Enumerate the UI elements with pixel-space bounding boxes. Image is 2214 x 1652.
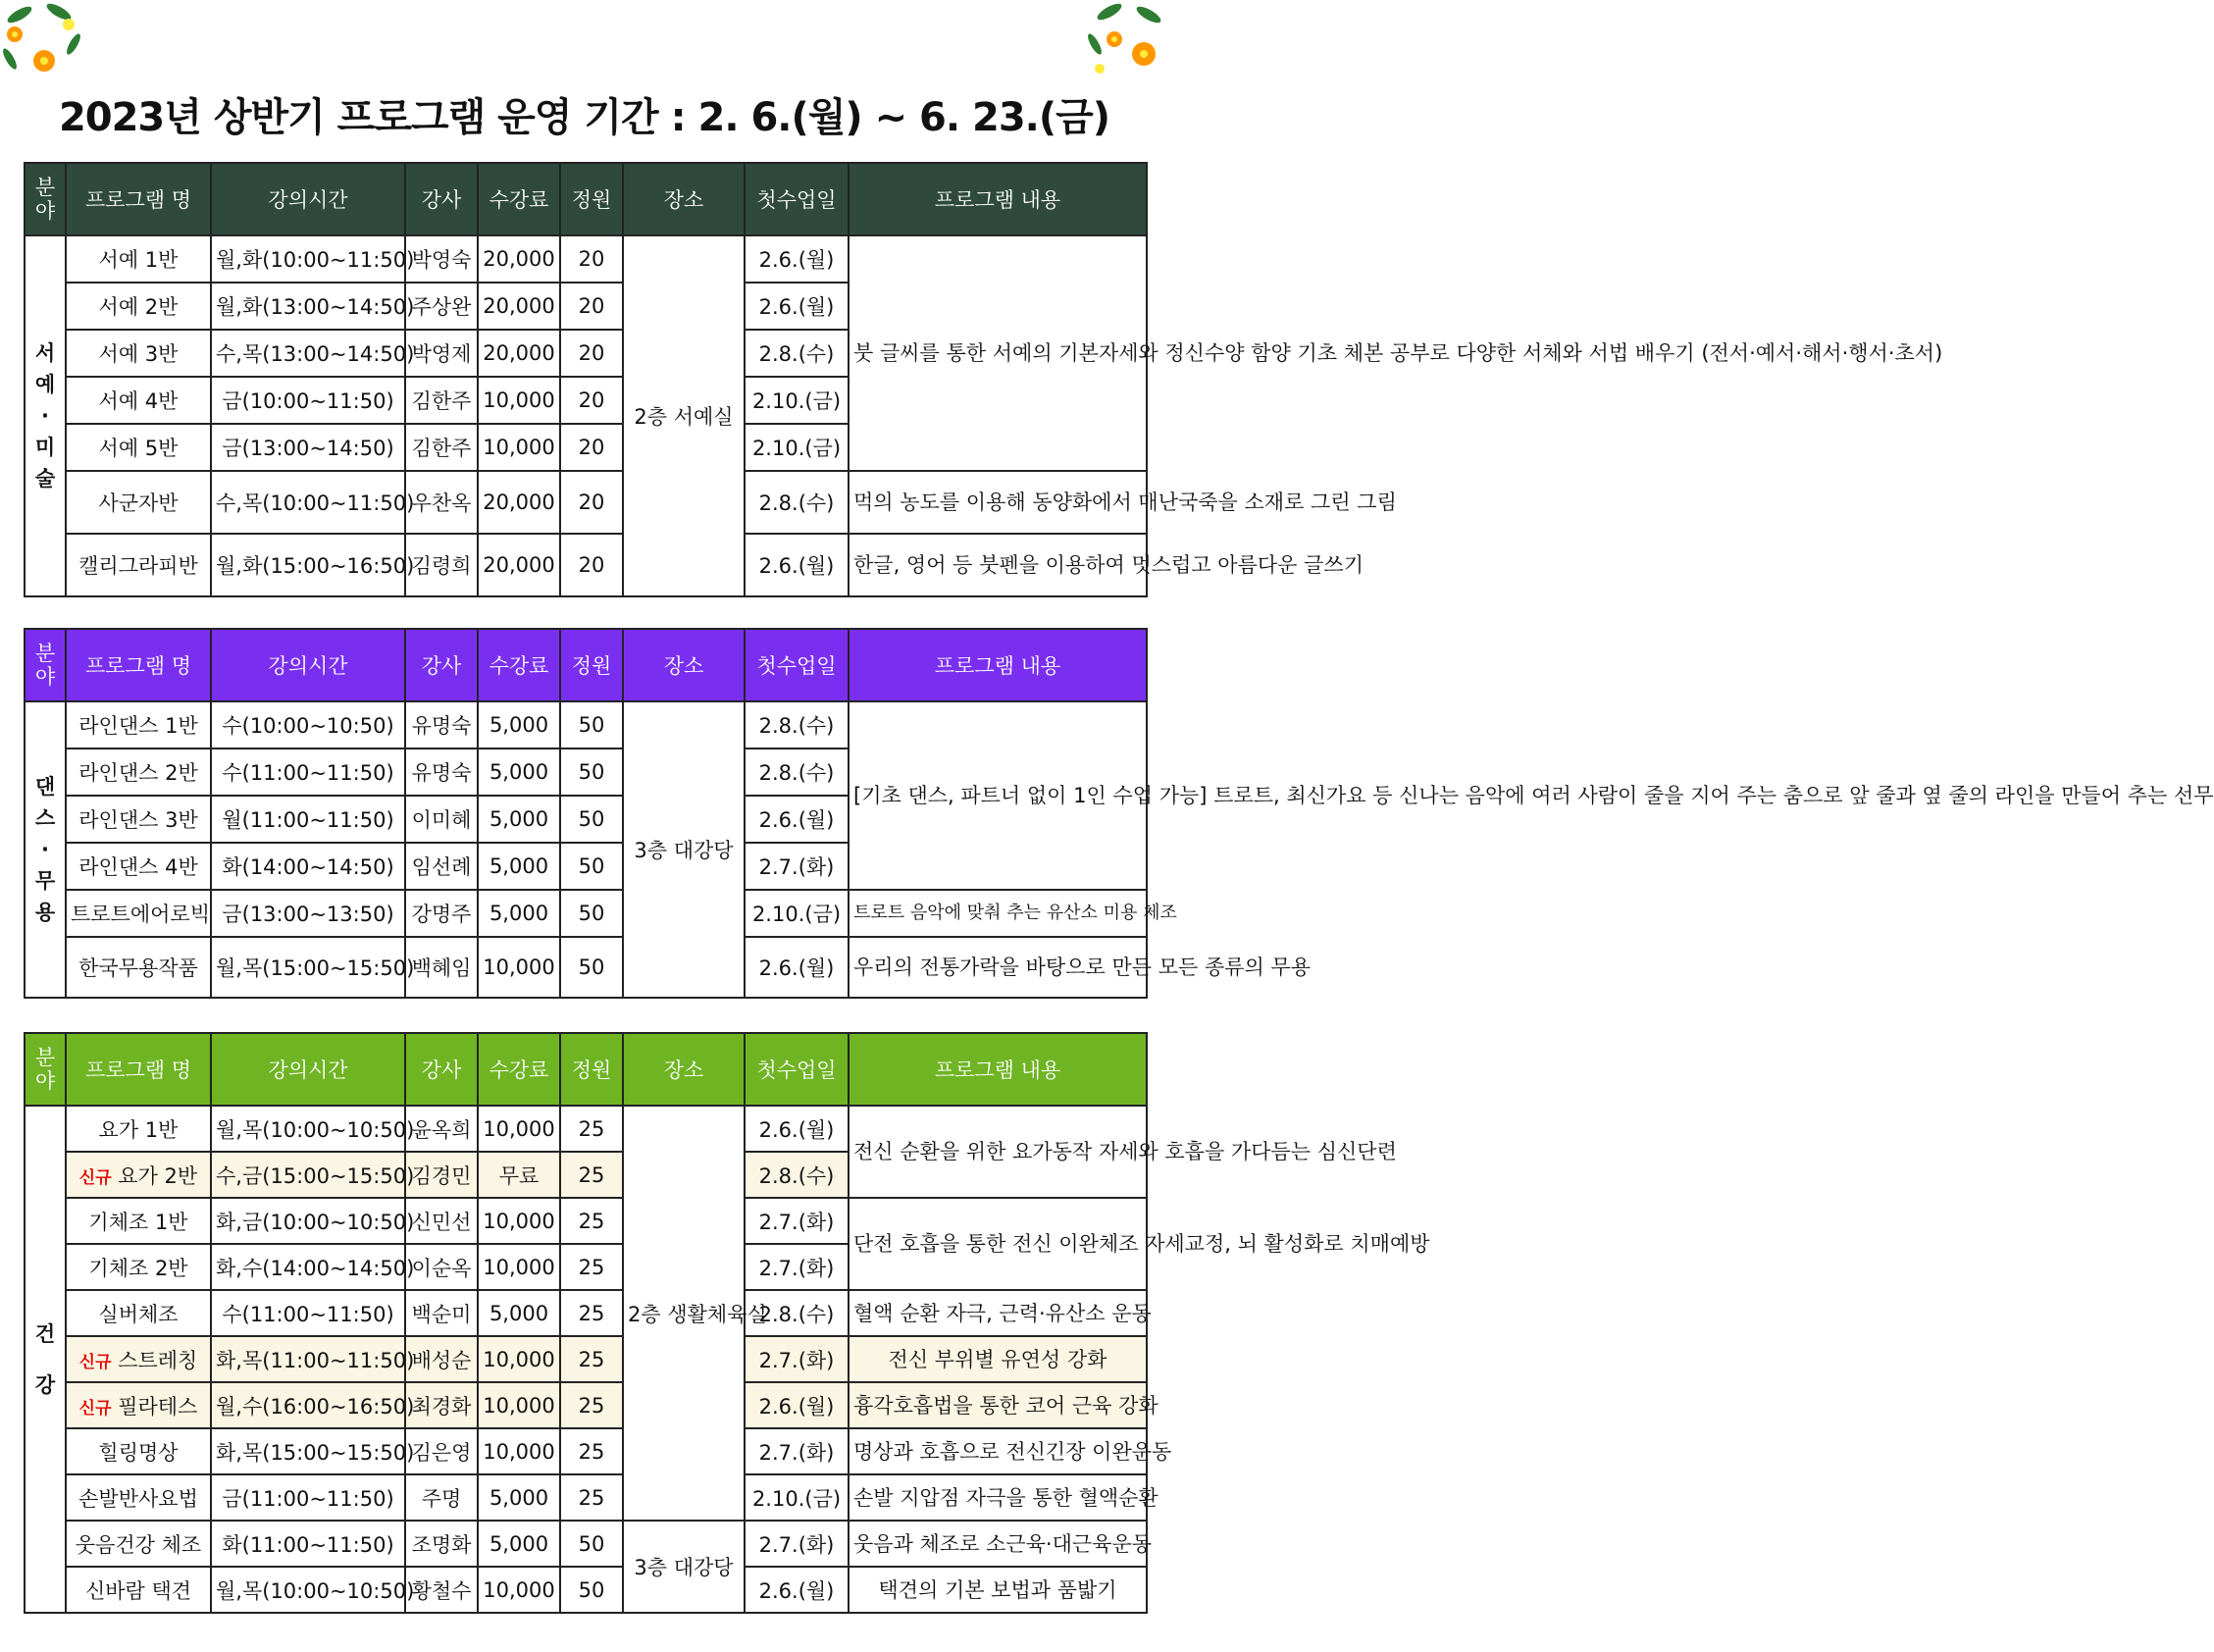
capacity: 50 [560,796,623,843]
fee: 10,000 [478,424,560,471]
first-class-date: 2.7.(화) [745,843,849,890]
teacher: 김한주 [405,377,478,424]
capacity: 25 [560,1474,623,1521]
capacity: 25 [560,1244,623,1290]
class-time: 수,금(15:00~15:50) [211,1152,405,1198]
program-name: 캘리그라피반 [66,534,211,596]
header-capacity: 정원 [560,629,623,701]
header-teacher: 강사 [405,1033,478,1106]
program-name: 사군자반 [66,471,211,534]
first-class-date: 2.6.(월) [745,1106,849,1152]
header-location: 장소 [623,1033,745,1106]
capacity: 25 [560,1336,623,1382]
program-name: 웃음건강 체조 [66,1521,211,1567]
first-class-date: 2.7.(화) [745,1198,849,1244]
first-class-date: 2.7.(화) [745,1521,849,1567]
teacher: 주명 [405,1474,478,1521]
capacity: 50 [560,1567,623,1613]
header-location: 장소 [623,629,745,701]
header-teacher: 강사 [405,163,478,235]
teacher: 이미혜 [405,796,478,843]
header-time: 강의시간 [211,629,405,701]
header-description: 프로그램 내용 [849,1033,1147,1106]
location: 2층 생활체육실 [623,1106,745,1521]
class-time: 화(14:00~14:50) [211,843,405,890]
table-row [25,471,1147,534]
capacity: 50 [560,749,623,796]
capacity: 25 [560,1106,623,1152]
table-row [25,1428,1147,1474]
fee: 5,000 [478,1521,560,1567]
header-description: 프로그램 내용 [849,163,1147,235]
fee: 5,000 [478,749,560,796]
fee: 20,000 [478,283,560,330]
class-time: 금(13:00~13:50) [211,890,405,937]
class-time: 화,수(14:00~14:50) [211,1244,405,1290]
capacity: 50 [560,1521,623,1567]
header-location: 장소 [623,163,745,235]
first-class-date: 2.8.(수) [745,1152,849,1198]
program-name: 신규 필라테스 [66,1382,211,1428]
location: 2층 서예실 [623,235,745,596]
fee: 5,000 [478,890,560,937]
teacher: 김령희 [405,534,478,596]
program-table-calligraphy [24,162,1943,597]
first-class-date: 2.6.(월) [745,1382,849,1428]
class-time: 금(11:00~11:50) [211,1474,405,1521]
class-time: 금(10:00~11:50) [211,377,405,424]
program-name: 라인댄스 1반 [66,701,211,749]
class-time: 월,화(15:00~16:50) [211,534,405,596]
header-capacity: 정원 [560,1033,623,1106]
first-class-date: 2.8.(수) [745,330,849,377]
new-badge: 신규 [78,1352,112,1372]
capacity: 50 [560,937,623,998]
fee: 10,000 [478,1106,560,1152]
class-time: 월(11:00~11:50) [211,796,405,843]
class-time: 수,목(10:00~11:50) [211,471,405,534]
capacity: 20 [560,471,623,534]
header-capacity: 정원 [560,163,623,235]
program-name: 라인댄스 2반 [66,749,211,796]
program-description: 흉각호흡법을 통한 코어 근육 강화 [849,1382,1147,1428]
program-description: 붓 글씨를 통한 서예의 기본자세와 정신수양 함양 기초 체본 공부로 다양한 서체와 서법 배우기 (전서·예서·해서·행서·초서) [849,235,1147,471]
table-row [25,890,1147,937]
program-description: 전신 부위별 유연성 강화 [849,1336,1147,1382]
program-description: 명상과 호흡으로 전신긴장 이완운동 [849,1428,1147,1474]
program-name: 신규 요가 2반 [66,1152,211,1198]
fee: 5,000 [478,1474,560,1521]
table-header-row [25,629,1147,701]
program-name: 서예 4반 [66,377,211,424]
fee: 10,000 [478,1336,560,1382]
class-time: 수(11:00~11:50) [211,749,405,796]
category-cell: 건 강 [25,1106,66,1613]
fee: 10,000 [478,1382,560,1428]
capacity: 20 [560,283,623,330]
header-teacher: 강사 [405,629,478,701]
new-badge: 신규 [78,1398,112,1419]
program-description: [기초 댄스, 파트너 없이 1인 수업 가능] 트로트, 최신가요 등 신나는 음악에 여러 사람이 줄을 지어 주는 춤으로 앞 줄과 옆 줄의 라인을 만들어 추는 선무 [849,701,1147,890]
class-time: 수(11:00~11:50) [211,1290,405,1336]
class-time: 화,금(10:00~10:50) [211,1198,405,1244]
class-time: 월,목(10:00~10:50) [211,1106,405,1152]
program-description: 한글, 영어 등 붓펜을 이용하여 멋스럽고 아름다운 글쓰기 [849,534,1147,596]
header-time: 강의시간 [211,163,405,235]
capacity: 25 [560,1198,623,1244]
table-row [25,1567,1147,1613]
teacher: 최경화 [405,1382,478,1428]
table-header-row [25,163,1147,235]
class-time: 수,목(13:00~14:50) [211,330,405,377]
first-class-date: 2.10.(금) [745,890,849,937]
first-class-date: 2.7.(화) [745,1244,849,1290]
fee: 10,000 [478,1198,560,1244]
first-class-date: 2.8.(수) [745,701,849,749]
fee: 5,000 [478,843,560,890]
program-name: 신규 스트레칭 [66,1336,211,1382]
fee: 무료 [478,1152,560,1198]
program-name: 요가 1반 [66,1106,211,1152]
first-class-date: 2.6.(월) [745,937,849,998]
table-row [25,1382,1147,1428]
first-class-date: 2.7.(화) [745,1428,849,1474]
teacher: 유명숙 [405,701,478,749]
teacher: 신민선 [405,1198,478,1244]
program-table-health [24,1032,1430,1614]
first-class-date: 2.8.(수) [745,471,849,534]
teacher: 배성순 [405,1336,478,1382]
capacity: 25 [560,1152,623,1198]
capacity: 20 [560,377,623,424]
program-name: 서예 2반 [66,283,211,330]
flower-decoration-icon [1060,0,1168,88]
program-description: 단전 호흡을 통한 전신 이완체조 자세교정, 뇌 활성화로 치매예방 [849,1198,1147,1290]
header-time: 강의시간 [211,1033,405,1106]
first-class-date: 2.6.(월) [745,235,849,283]
first-class-date: 2.8.(수) [745,749,849,796]
first-class-date: 2.7.(화) [745,1336,849,1382]
teacher: 백순미 [405,1290,478,1336]
teacher: 김한주 [405,424,478,471]
fee: 20,000 [478,471,560,534]
first-class-date: 2.6.(월) [745,283,849,330]
first-class-date: 2.6.(월) [745,796,849,843]
program-description: 우리의 전통가락을 바탕으로 만든 모든 종류의 무용 [849,937,1147,998]
header-fee: 수강료 [478,629,560,701]
fee: 20,000 [478,330,560,377]
program-name: 한국무용작품 [66,937,211,998]
header-fee: 수강료 [478,163,560,235]
teacher: 임선례 [405,843,478,890]
program-description: 전신 순환을 위한 요가동작 자세와 호흡을 가다듬는 심신단련 [849,1106,1147,1198]
first-class-date: 2.6.(월) [745,534,849,596]
header-program: 프로그램 명 [66,1033,211,1106]
header-fee: 수강료 [478,1033,560,1106]
header-first-class: 첫수업일 [745,163,849,235]
teacher: 윤옥희 [405,1106,478,1152]
program-name: 서예 5반 [66,424,211,471]
table-row [25,1106,1147,1152]
capacity: 20 [560,424,623,471]
program-name: 서예 1반 [66,235,211,283]
page-title: 2023년 상반기 프로그램 운영 기간 : 2. 6.(월) ~ 6. 23.(금) [58,95,1110,140]
flower-decoration-icon [0,0,108,88]
program-name: 트로트에어로빅 [66,890,211,937]
table-row [25,1336,1147,1382]
program-description: 택견의 기본 보법과 품밟기 [849,1567,1147,1613]
first-class-date: 2.10.(금) [745,377,849,424]
teacher: 이순옥 [405,1244,478,1290]
program-table-dance [24,628,2214,999]
fee: 5,000 [478,1290,560,1336]
fee: 10,000 [478,1567,560,1613]
table-row [25,1521,1147,1567]
header-first-class: 첫수업일 [745,629,849,701]
class-time: 월,목(15:00~15:50) [211,937,405,998]
teacher: 박영숙 [405,235,478,283]
class-time: 수(10:00~10:50) [211,701,405,749]
header-description: 프로그램 내용 [849,629,1147,701]
header-category: 분 야 [25,1033,66,1106]
capacity: 50 [560,701,623,749]
capacity: 25 [560,1382,623,1428]
capacity: 20 [560,235,623,283]
class-time: 화,목(11:00~11:50) [211,1336,405,1382]
program-name: 라인댄스 3반 [66,796,211,843]
teacher: 조명화 [405,1521,478,1567]
class-time: 금(13:00~14:50) [211,424,405,471]
fee: 5,000 [478,796,560,843]
fee: 20,000 [478,534,560,596]
program-name: 기체조 2반 [66,1244,211,1290]
program-name: 신바람 택견 [66,1567,211,1613]
fee: 10,000 [478,1428,560,1474]
first-class-date: 2.8.(수) [745,1290,849,1336]
teacher: 황철수 [405,1567,478,1613]
program-name: 실버체조 [66,1290,211,1336]
fee: 20,000 [478,235,560,283]
teacher: 박영제 [405,330,478,377]
fee: 10,000 [478,1244,560,1290]
location: 3층 대강당 [623,701,745,998]
capacity: 25 [560,1290,623,1336]
program-name: 라인댄스 4반 [66,843,211,890]
class-time: 월,수(16:00~16:50) [211,1382,405,1428]
class-time: 월,화(13:00~14:50) [211,283,405,330]
table-row [25,534,1147,596]
class-time: 화(11:00~11:50) [211,1521,405,1567]
program-description: 손발 지압점 자극을 통한 혈액순환 [849,1474,1147,1521]
program-name: 힐링명상 [66,1428,211,1474]
table-row [25,235,1147,283]
capacity: 20 [560,534,623,596]
program-description: 먹의 농도를 이용해 동양화에서 매난국죽을 소재로 그린 그림 [849,471,1147,534]
teacher: 유명숙 [405,749,478,796]
teacher: 강명주 [405,890,478,937]
fee: 10,000 [478,937,560,998]
fee: 10,000 [478,377,560,424]
capacity: 25 [560,1428,623,1474]
first-class-date: 2.10.(금) [745,424,849,471]
capacity: 50 [560,890,623,937]
capacity: 50 [560,843,623,890]
program-description: 트로트 음악에 맞춰 추는 유산소 미용 체조 [849,890,1147,937]
header-program: 프로그램 명 [66,163,211,235]
category-cell: 댄 스 · 무 용 [25,701,66,998]
class-time: 월,화(10:00~11:50) [211,235,405,283]
program-name: 기체조 1반 [66,1198,211,1244]
header-first-class: 첫수업일 [745,1033,849,1106]
teacher: 주상완 [405,283,478,330]
class-time: 화,목(15:00~15:50) [211,1428,405,1474]
table-row [25,701,1147,749]
table-row [25,1474,1147,1521]
teacher: 우찬옥 [405,471,478,534]
new-badge: 신규 [78,1167,112,1188]
header-category: 분 야 [25,629,66,701]
fee: 5,000 [478,701,560,749]
first-class-date: 2.6.(월) [745,1567,849,1613]
capacity: 20 [560,330,623,377]
header-program: 프로그램 명 [66,629,211,701]
class-time: 월,목(10:00~10:50) [211,1567,405,1613]
header-category: 분 야 [25,163,66,235]
location: 3층 대강당 [623,1521,745,1613]
table-header-row [25,1033,1147,1106]
table-row [25,937,1147,998]
teacher: 김은영 [405,1428,478,1474]
program-description: 혈액 순환 자극, 근력·유산소 운동 [849,1290,1147,1336]
program-name: 손발반사요법 [66,1474,211,1521]
table-row [25,1290,1147,1336]
teacher: 김경민 [405,1152,478,1198]
program-description: 웃음과 체조로 소근육·대근육운동 [849,1521,1147,1567]
teacher: 백혜임 [405,937,478,998]
program-name: 서예 3반 [66,330,211,377]
first-class-date: 2.10.(금) [745,1474,849,1521]
category-cell: 서 예 · 미 술 [25,235,66,596]
table-row [25,1198,1147,1244]
